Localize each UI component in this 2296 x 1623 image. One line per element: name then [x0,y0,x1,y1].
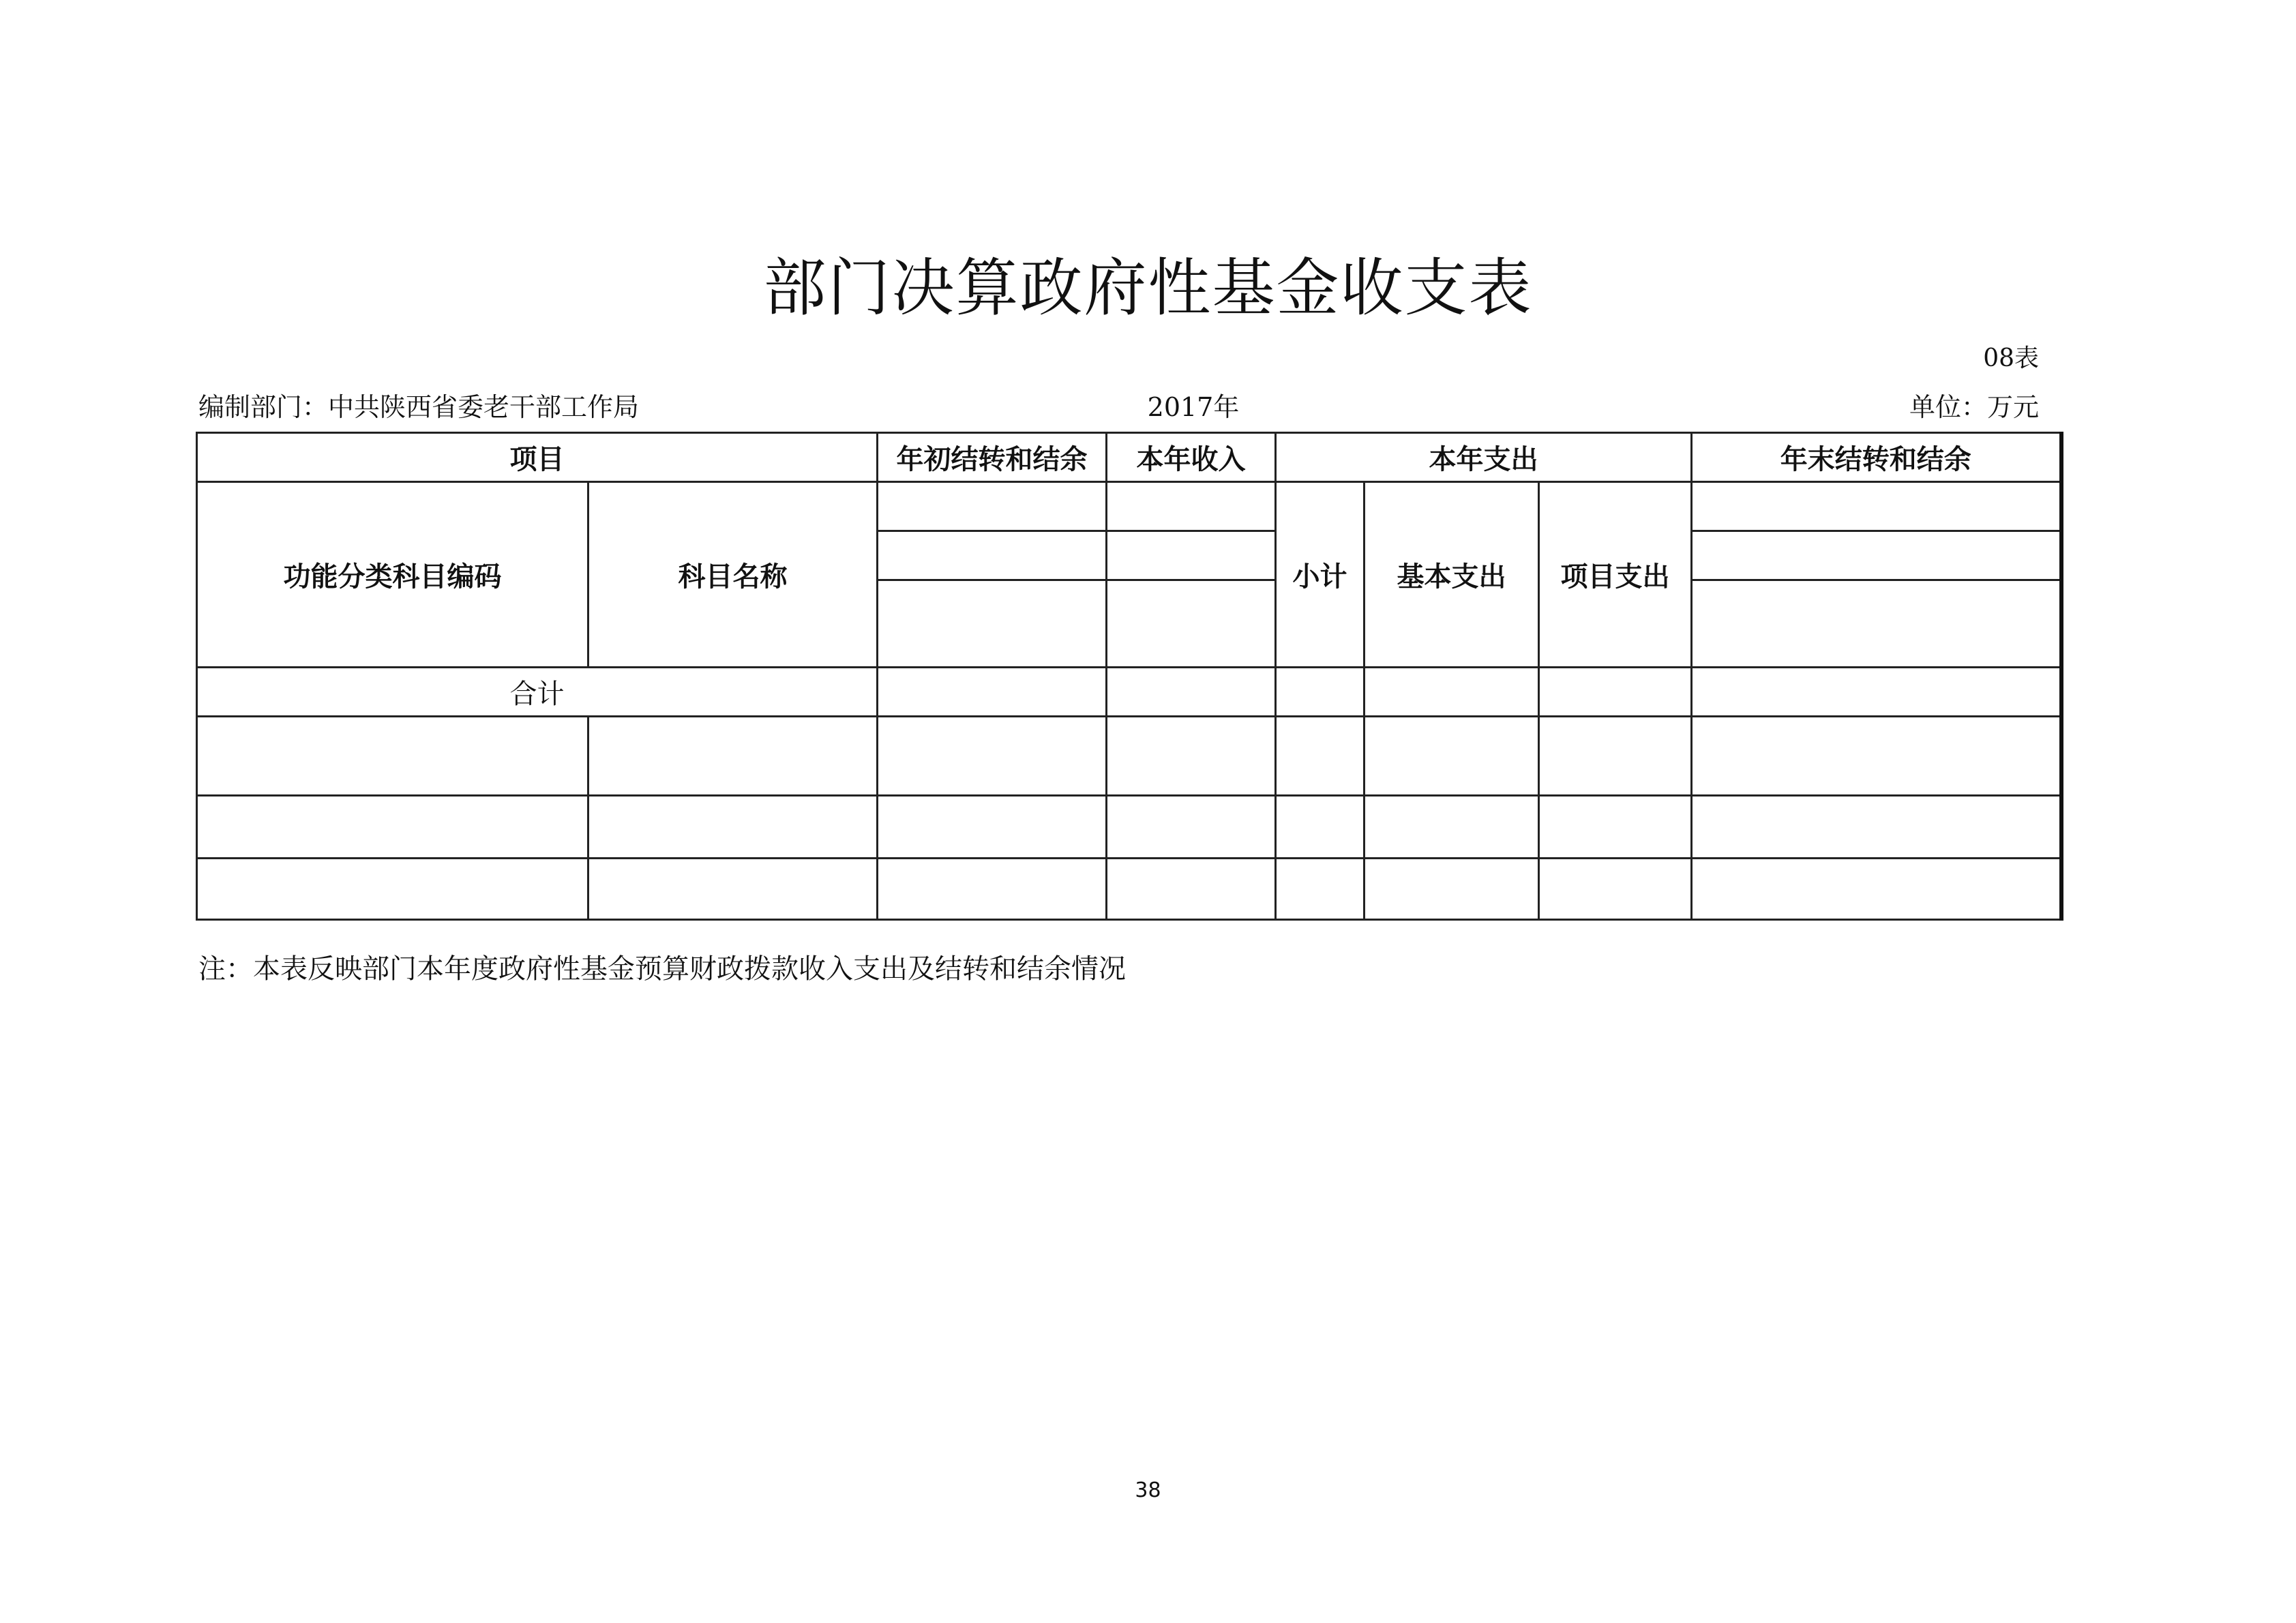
header-item: 项目 [197,433,878,482]
row-code [197,717,588,796]
department-label: 编制部门： [198,392,329,422]
header-project-exp: 项目支出 [1539,482,1692,668]
table-row [197,717,2061,796]
row-project [1539,717,1692,796]
header-basic-exp: 基本支出 [1365,482,1539,668]
row-income [1107,859,1276,920]
department-name: 中共陕西省委老干部工作局 [328,392,640,422]
header-opening-balance: 年初结转和结余 [878,433,1107,482]
income-subheader-cell-2 [1107,531,1276,580]
opening-subheader-cell-3 [878,580,1107,668]
total-label: 合计 [197,668,878,717]
row-name [588,859,878,920]
row-basic [1365,717,1539,796]
row-code [197,796,588,859]
total-basic [1365,668,1539,717]
row-project [1539,796,1692,859]
unit-line [1909,390,2039,424]
header-income: 本年收入 [1107,433,1276,482]
header-subject-name: 科目名称 [588,482,878,668]
report-year [955,390,1432,424]
table-number: 08表 [1983,344,2039,372]
income-subheader-cell-3 [1107,580,1276,668]
fund-table [196,432,2063,921]
opening-subheader-cell-2 [878,531,1107,580]
row-subtotal [1276,859,1365,920]
total-project [1539,668,1692,717]
page-title: 部门决算政府性基金收支表 [763,252,1533,325]
closing-subheader-cell-3 [1692,580,2061,668]
row-basic [1365,859,1539,920]
page-number: 38 [1135,1478,1161,1502]
row-project [1539,859,1692,920]
header-row-1 [197,433,2061,482]
closing-subheader-cell-1 [1692,482,2061,531]
row-subtotal [1276,717,1365,796]
table-row [197,796,2061,859]
unit-label: 单位： [1909,392,1987,422]
header-row-2 [197,482,2061,531]
total-income [1107,668,1276,717]
row-name [588,796,878,859]
opening-subheader-cell-1 [878,482,1107,531]
row-subtotal [1276,796,1365,859]
row-income [1107,796,1276,859]
header-expenditure: 本年支出 [1276,433,1692,482]
row-name [588,717,878,796]
row-income [1107,717,1276,796]
department-line [198,390,639,424]
closing-subheader-cell-2 [1692,531,2061,580]
header-func-code: 功能分类科目编码 [197,482,588,668]
year-text: 2017年 [1147,392,1240,422]
table-note: 注：本表反映部门本年度政府性基金预算财政拨款收入支出及结转和结余情况 [198,953,1126,985]
income-subheader-cell-1 [1107,482,1276,531]
total-closing [1692,668,2061,717]
total-subtotal [1276,668,1365,717]
table-row [197,859,2061,920]
row-basic [1365,796,1539,859]
row-code [197,859,588,920]
row-opening [878,859,1107,920]
row-opening [878,717,1107,796]
row-opening [878,796,1107,859]
total-row [197,668,2061,717]
header-closing-balance: 年末结转和结余 [1692,433,2061,482]
total-opening [878,668,1107,717]
row-closing [1692,859,2061,920]
row-closing [1692,717,2061,796]
row-closing [1692,796,2061,859]
header-subtotal: 小计 [1276,482,1365,668]
unit-value: 万元 [1986,392,2039,422]
